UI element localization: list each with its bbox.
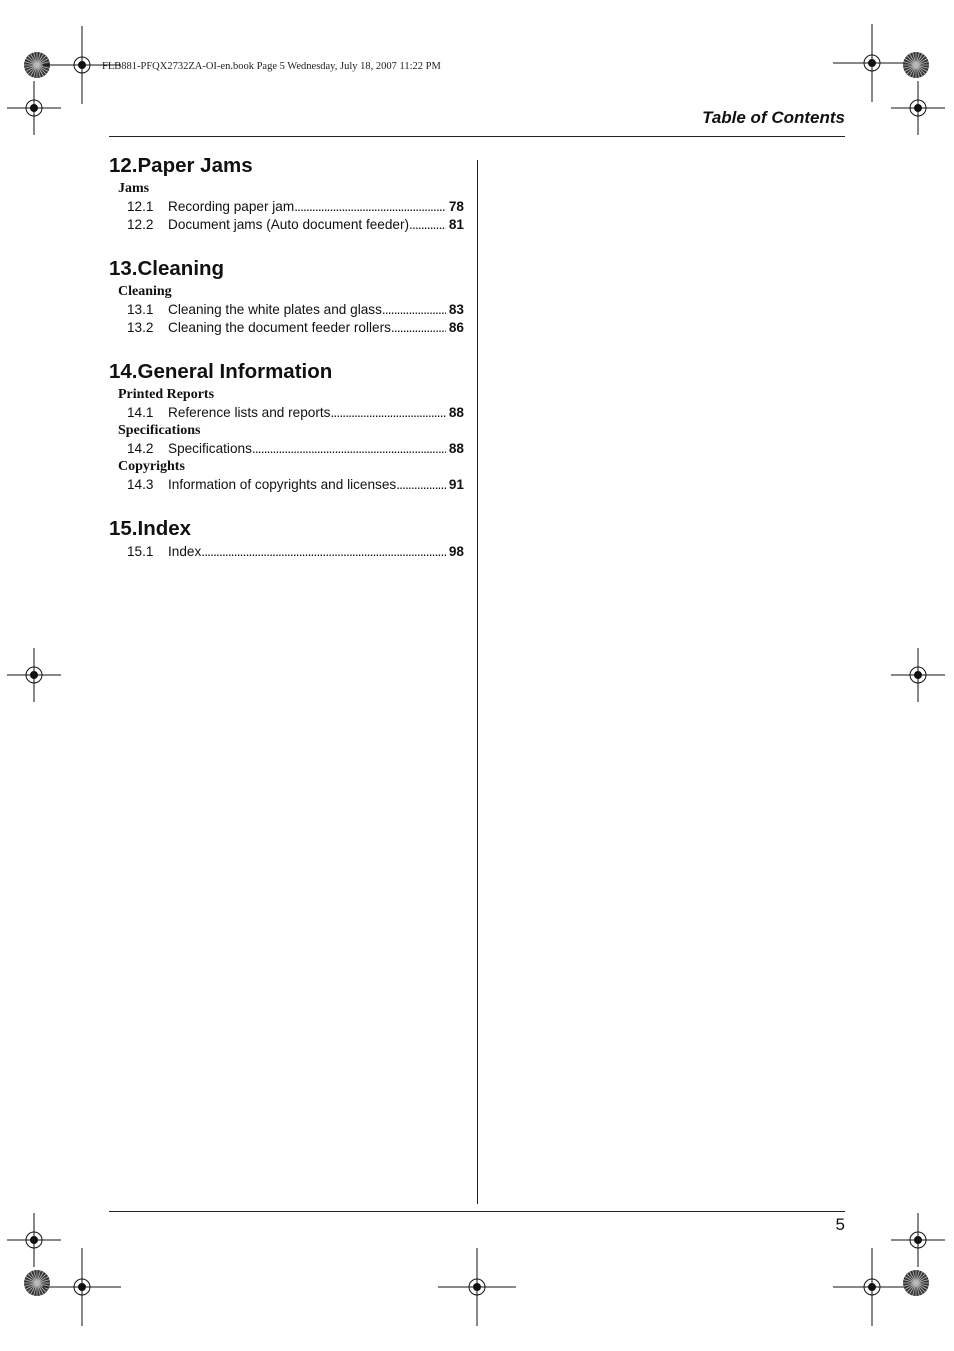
toc-entry-14-2[interactable] (127, 440, 464, 458)
entry-label: Specifications (168, 441, 252, 456)
chapter-title: 15.Index (109, 517, 192, 540)
registration-mark-icon (7, 648, 61, 702)
dot-leader (330, 404, 445, 422)
header-rule (109, 136, 845, 137)
toc-entry-15-1[interactable] (127, 543, 464, 561)
chapter-14 (109, 358, 464, 494)
chapter-title: 12.Paper Jams (109, 154, 253, 177)
entry-page: 81 (448, 217, 464, 232)
toc-entry-14-3[interactable] (127, 476, 464, 494)
registration-mark-icon (7, 81, 61, 135)
dot-leader (294, 198, 446, 216)
section-heading: Jams (118, 181, 150, 196)
entry-number: 15.1 (127, 544, 154, 559)
entry-number: 14.1 (127, 405, 154, 420)
chapter-title: 13.Cleaning (109, 257, 225, 280)
dot-leader (382, 301, 446, 319)
running-head: Table of Contents (702, 108, 845, 127)
entry-page: 98 (448, 544, 464, 559)
section-heading: Cleaning (118, 284, 172, 299)
entry-label: Reference lists and reports (168, 405, 331, 420)
entry-label: Cleaning the document feeder rollers (168, 320, 391, 335)
dot-leader (409, 216, 446, 234)
registration-mark-icon (833, 1248, 911, 1326)
print-line: FLB881-PFQX2732ZA-OI-en.book Page 5 Wednesday, July 18, 2007 11:22 PM (102, 61, 441, 72)
registration-mark-icon (891, 81, 945, 135)
dot-leader (201, 543, 446, 561)
chapter-13 (109, 255, 464, 337)
registration-mark-icon (43, 1248, 121, 1326)
toc-entry-12-2[interactable] (127, 216, 464, 234)
entry-number: 14.3 (127, 477, 154, 492)
toc-entry-13-1[interactable] (127, 301, 464, 319)
entry-page: 86 (448, 320, 464, 335)
entry-number: 12.2 (127, 217, 154, 232)
entry-label: Information of copyrights and licenses (168, 477, 397, 492)
toc-entry-13-2[interactable] (127, 319, 464, 337)
entry-page: 83 (448, 302, 464, 317)
entry-number: 13.1 (127, 302, 154, 317)
entry-label: Recording paper jam (168, 199, 295, 214)
chapter-12 (109, 152, 464, 234)
entry-page: 88 (448, 405, 464, 420)
chapter-title: 14.General Information (109, 360, 333, 383)
entry-label: Cleaning the white plates and glass (168, 302, 382, 317)
column-divider (477, 160, 478, 1204)
entry-page: 88 (448, 441, 464, 456)
registration-mark-icon (891, 648, 945, 702)
page-number: 5 (835, 1215, 845, 1234)
entry-number: 12.1 (127, 199, 154, 214)
entry-number: 13.2 (127, 320, 154, 335)
section-heading: Printed Reports (118, 387, 215, 402)
toc-entry-14-1[interactable] (127, 404, 464, 422)
color-target-icon (903, 52, 929, 78)
entry-page: 91 (448, 477, 464, 492)
toc-entry-12-1[interactable] (127, 198, 464, 216)
registration-mark-icon (438, 1248, 516, 1326)
dot-leader (396, 476, 446, 494)
table-of-contents (109, 152, 464, 582)
entry-number: 14.2 (127, 441, 154, 456)
footer-rule (109, 1211, 845, 1212)
dot-leader (391, 319, 446, 337)
section-heading: Copyrights (118, 459, 185, 474)
section-heading: Specifications (118, 423, 201, 438)
entry-label: Document jams (Auto document feeder) (168, 217, 410, 232)
color-target-icon (903, 1270, 929, 1296)
entry-page: 78 (448, 199, 464, 214)
dot-leader (252, 440, 446, 458)
chapter-15 (109, 515, 464, 561)
entry-label: Index (168, 544, 202, 559)
